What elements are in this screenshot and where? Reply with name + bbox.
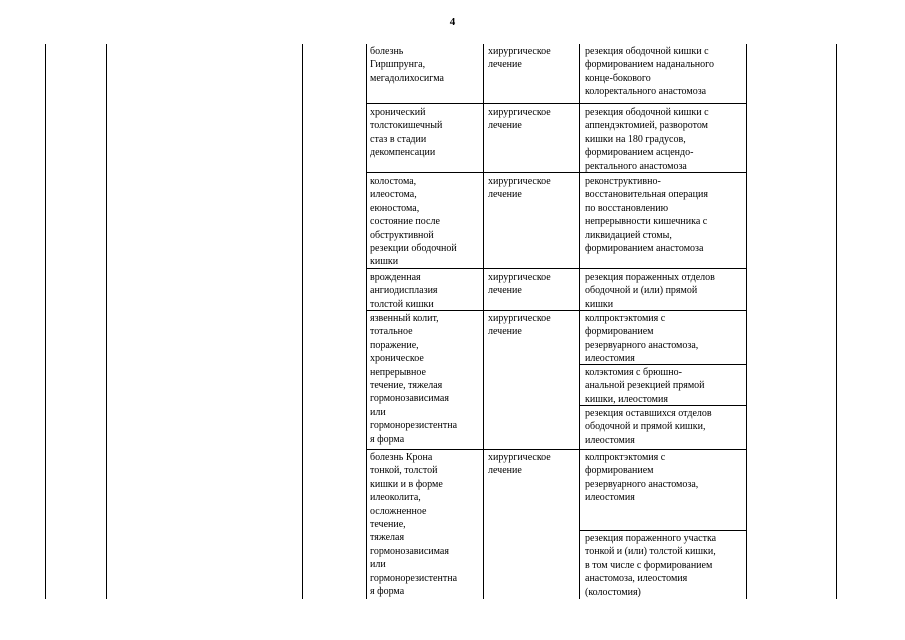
disease-cell: хронический толстокишечный стаз в стадии декомпенсации <box>370 107 443 159</box>
subrow-divider <box>579 530 747 531</box>
column-border <box>366 44 367 599</box>
column-border <box>106 44 107 599</box>
treatment-cell: хирургическое лечение <box>488 176 551 201</box>
column-border <box>483 44 484 599</box>
page-number: 4 <box>449 16 456 28</box>
method-cell: колпроктэктомия с формированием резервуарного анастомоза, илеостомия <box>585 452 699 504</box>
method-cell: резекция пораженного участка тонкой и (или) толстой кишки, в том числе с формированием анастомоза, илеостомия (колостомия) <box>585 533 717 598</box>
method-cell: реконструктивно- восстановительная операция по восстановлению непрерывности кишечника с ликвидацией стомы, формированием анастомоза <box>585 176 708 255</box>
treatment-cell: хирургическое лечение <box>488 452 551 477</box>
method-cell: резекция пораженных отделов ободочной и (или) прямой кишки <box>585 272 715 310</box>
treatment-cell: хирургическое лечение <box>488 313 551 338</box>
treatment-cell: хирургическое лечение <box>488 107 551 132</box>
disease-cell: врожденная ангиодисплазия толстой кишки <box>370 272 438 310</box>
disease-cell: колостома, илеостома, еюностома, состояние после обструктивной резекции ободочной кишки <box>370 176 457 268</box>
treatment-cell: хирургическое лечение <box>488 46 551 71</box>
disease-cell: язвенный колит, тотальное поражение, хроническое непрерывное течение, тяжелая гормонозависимая или гормонорезистентна я форма <box>370 313 458 445</box>
column-border <box>302 44 303 599</box>
disease-cell: болезнь Гиршпрунга, мегадолихосигма <box>370 46 444 84</box>
method-cell: колпроктэктомия с формированием резервуарного анастомоза, илеостомия <box>585 313 699 365</box>
treatment-cell: хирургическое лечение <box>488 272 551 297</box>
method-cell: резекция ободочной кишки с аппендэктомией, разворотом кишки на 180 градусов, формированием асцендо- ректального анастомоза <box>585 107 709 172</box>
column-border <box>746 44 747 599</box>
column-border <box>45 44 46 599</box>
column-border <box>836 44 837 599</box>
column-border <box>579 44 580 599</box>
row-divider <box>366 103 747 104</box>
method-cell: колэктомия с брюшно- анальной резекцией прямой кишки, илеостомия <box>585 367 705 405</box>
disease-cell: болезнь Крона тонкой, толстой кишки и в форме илеоколита, осложненное течение, тяжелая гормонозависимая или гормонорезистентна я форма <box>370 452 458 598</box>
row-divider <box>366 449 747 450</box>
method-cell: резекция ободочной кишки с формированием наданального конце-бокового колоректального анастомоза <box>585 46 714 98</box>
method-cell: резекция оставшихся отделов ободочной и прямой кишки, илеостомия <box>585 408 712 446</box>
